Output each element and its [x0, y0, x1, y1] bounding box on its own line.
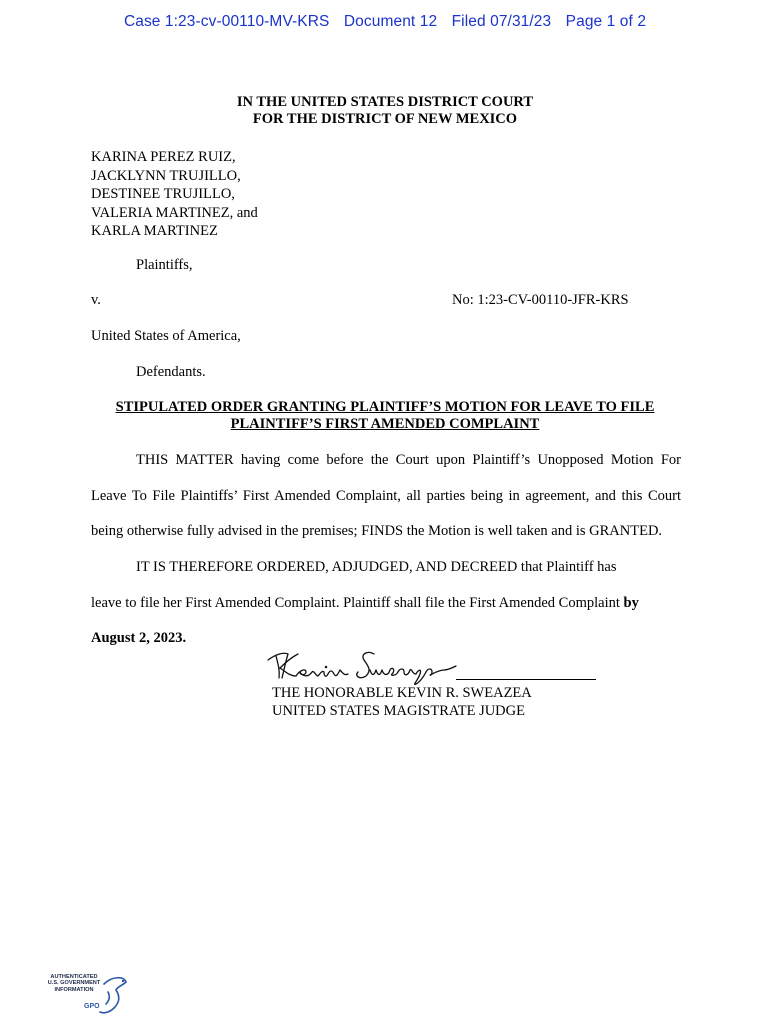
plaintiff-name: JACKLYNN TRUJILLO,	[91, 167, 241, 184]
order-paragraph-1-line-3: being otherwise fully advised in the premises; FINDS the Motion is well taken and is GRANTED.	[91, 523, 663, 539]
plaintiff-name: VALERIA MARTINEZ, and	[91, 204, 258, 221]
case-number-stamp: Case 1:23-cv-00110-MV-KRS	[123, 13, 330, 30]
plaintiff-name: KARINA PEREZ RUIZ,	[91, 149, 236, 165]
plaintiffs-label: Plaintiffs,	[136, 257, 193, 273]
judge-name: THE HONORABLE KEVIN R. SWEAZEA	[272, 685, 532, 701]
signature-line	[456, 679, 596, 680]
document-number-stamp: Document 12	[343, 13, 438, 30]
order-paragraph-2-line-2	[91, 595, 639, 612]
gpo-seal-line-1: AUTHENTICATED	[50, 974, 98, 980]
page-count-stamp: Page 1 of 2	[565, 13, 647, 30]
court-heading-line-2: FOR THE DISTRICT OF NEW MEXICO	[252, 111, 518, 127]
plaintiffs-list	[91, 148, 258, 241]
order-paragraph-2-line-2-bold: by	[623, 595, 639, 611]
versus-label: v.	[91, 292, 101, 308]
gpo-authentication-seal	[44, 974, 130, 1016]
order-paragraph-1-line-2: Leave To File Plaintiffs’ First Amended Complaint, all parties being in agreement, and this Court	[91, 488, 681, 504]
handwritten-signature	[262, 640, 472, 688]
ecf-header-stamp	[0, 13, 770, 31]
order-title	[0, 399, 770, 432]
plaintiff-name: DESTINEE TRUJILLO,	[91, 186, 235, 202]
order-title-line-1: STIPULATED ORDER GRANTING PLAINTIFF’S MOTION FOR LEAVE TO FILE	[115, 399, 655, 415]
gpo-seal-text	[44, 974, 104, 993]
case-number: No: 1:23-CV-00110-JFR-KRS	[452, 292, 629, 308]
court-heading	[0, 94, 770, 128]
defendant-name: United States of America,	[91, 328, 241, 344]
order-deadline-date: August 2, 2023.	[91, 630, 187, 646]
gpo-eagle-icon	[96, 974, 130, 1016]
judge-signature-block	[272, 684, 532, 720]
gpo-seal-line-3: INFORMATION	[54, 986, 94, 993]
judge-title: UNITED STATES MAGISTRATE JUDGE	[272, 703, 525, 719]
gpo-abbreviation: GPO	[84, 1003, 100, 1010]
filed-date-stamp: Filed 07/31/23	[451, 13, 552, 30]
order-paragraph-2-line-2-text: leave to file her First Amended Complaint. Plaintiff shall file the First Amended Complaint	[91, 595, 620, 611]
gpo-seal-line-2: U.S. GOVERNMENT	[47, 980, 101, 987]
defendants-label: Defendants.	[136, 364, 206, 380]
court-heading-line-1: IN THE UNITED STATES DISTRICT COURT	[236, 94, 534, 110]
order-title-line-2: PLAINTIFF’S FIRST AMENDED COMPLAINT	[230, 415, 540, 432]
order-paragraph-1-line-1: THIS MATTER having come before the Court upon Plaintiff’s Unopposed Motion For	[136, 452, 681, 468]
order-paragraph-2-line-1: IT IS THEREFORE ORDERED, ADJUDGED, AND DECREED that Plaintiff has	[136, 559, 617, 575]
plaintiff-name: KARLA MARTINEZ	[91, 223, 218, 239]
